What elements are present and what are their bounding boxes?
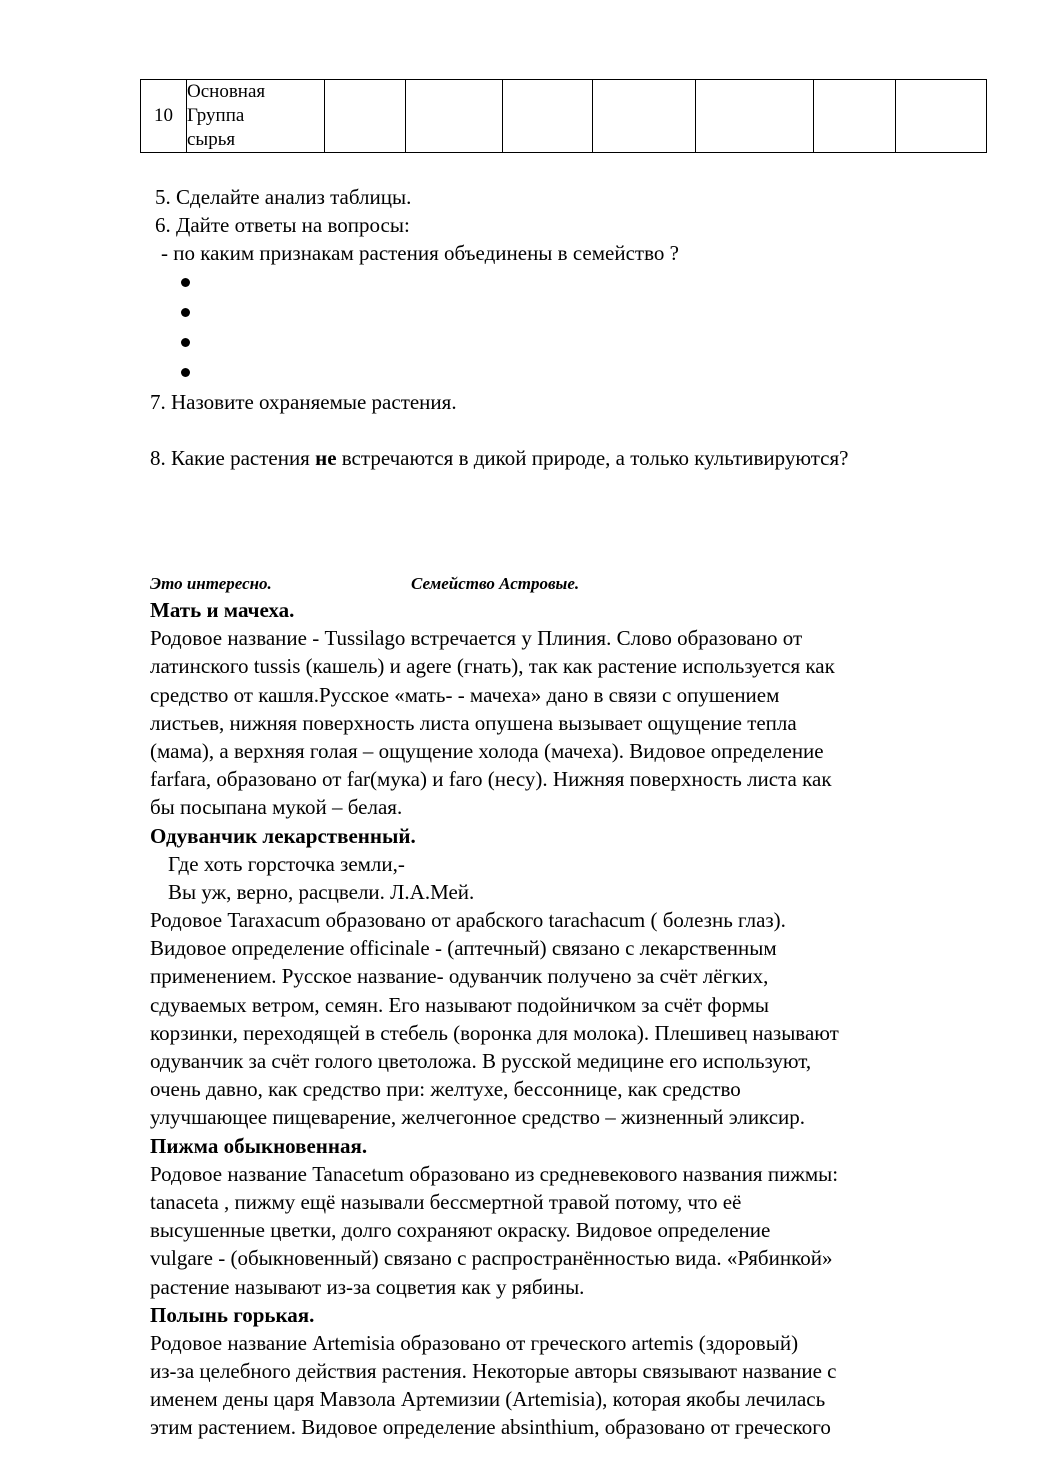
article-text [150, 596, 839, 1442]
data-table [140, 79, 987, 153]
article-line: высушенные цветки, долго сохраняют окраску. Видовое определение [150, 1218, 771, 1243]
article-line: сдуваемых ветром, семян. Его называют подойничком за счёт формы [150, 992, 770, 1017]
article-line: средство от кашля.Русское «мать- - мачеха» дано в связи с опушением [150, 682, 780, 707]
article-line: корзинки, переходящей в стебель (воронка для молока). Плешивец называют [150, 1020, 839, 1045]
article-line: farfara, образовано от far(мука) и faro (несу). Нижняя поверхность листа как [150, 767, 832, 792]
article-line: улучшающее пищеварение, желчегонное средство – жизненный эликсир. [150, 1105, 806, 1130]
article-line: vulgare - (обыкновенный) связано с распространённостью вида. «Рябинкой» [150, 1246, 833, 1271]
question-7: 7. Назовите охраняемые растения. [150, 390, 457, 414]
bullet-point [181, 338, 190, 347]
article-line: именем дены царя Мавзола Артемизии (Artemisia), которая якобы лечилась [150, 1387, 826, 1412]
empty-cell [896, 80, 987, 153]
article-line: Родовое название Tanacetum образовано из средневекового названия пижмы: [150, 1161, 839, 1186]
article-line: Видовое определение officinale - (аптечный) связано с лекарственным [150, 936, 777, 961]
bullet-point [181, 308, 190, 317]
question-8 [150, 445, 848, 471]
bullet-point [181, 368, 190, 377]
article-line: Вы уж, верно, расцвели. Л.А.Мей. [168, 879, 475, 904]
article-line: бы посыпана мукой – белая. [150, 795, 403, 820]
empty-cell [406, 80, 503, 153]
row-number-cell: 10 [141, 80, 187, 153]
article-line: листьев, нижняя поверхность листа опушена вызывает ощущение тепла [150, 710, 797, 735]
empty-cell [593, 80, 696, 153]
plant-heading: Мать и мачеха. [150, 598, 295, 622]
article-line: из-за целебного действия растения. Некоторые авторы связывают название с [150, 1359, 837, 1384]
article-line: одуванчик за счёт голого цветоложа. В русской медицине его используют, [150, 1049, 812, 1073]
article-line: (мама), а верхняя голая – ощущение холода (мачеха). Видовое определение [150, 738, 824, 763]
family-title: Семейство Астровые. [411, 574, 580, 593]
article-line: очень давно, как средство при: желтухе, бессоннице, как средство [150, 1077, 741, 1102]
table-row [141, 80, 987, 153]
article-line: растение называют из-за соцветия как у рябины. [150, 1274, 585, 1299]
article-line: применением. Русское название- одуванчик получено за счёт лёгких, [150, 964, 769, 989]
question-8-end: встречаются в дикой природе, а только культивируются? [336, 446, 849, 470]
empty-cell [814, 80, 896, 153]
question-6: 6. Дайте ответы на вопросы: [155, 213, 410, 237]
group-label-cell: Основная Группа сырья [187, 80, 325, 153]
plant-heading: Полынь горькая. [150, 1302, 315, 1327]
article-line: Родовое Taraxacum образовано от арабского tarachacum ( болезнь глаз). [150, 908, 786, 933]
question-8-emphasis: не [315, 446, 337, 470]
section-label: Это интересно. [150, 574, 272, 593]
article-line: Родовое название Artemisia образовано от греческого artemis (здоровый) [150, 1330, 799, 1355]
plant-heading: Пижма обыкновенная. [150, 1133, 368, 1158]
question-5: 5. Сделайте анализ таблицы. [155, 185, 412, 209]
article-line: Родовое название - Tussilago встречается у Плиния. Слово образовано от [150, 626, 803, 651]
article-line: tanaceta , пижму ещё называли бессмертной травой потому, что её [150, 1189, 742, 1214]
article-line: латинского tussis (кашель) и agere (гнать), так как растение используется как [150, 654, 835, 679]
empty-cell [325, 80, 406, 153]
empty-cell [696, 80, 814, 153]
question-8-start: 8. Какие растения [150, 446, 316, 470]
article-line: Где хоть горсточка земли,- [168, 851, 405, 876]
article-line: этим растением. Видовое определение absinthium, образовано от греческого [150, 1415, 831, 1440]
plant-heading: Одуванчик лекарственный. [150, 823, 416, 848]
empty-cell [503, 80, 593, 153]
question-6-subquestion: - по каким признакам растения объединены в семейство ? [161, 241, 679, 265]
bullet-point [181, 278, 190, 287]
